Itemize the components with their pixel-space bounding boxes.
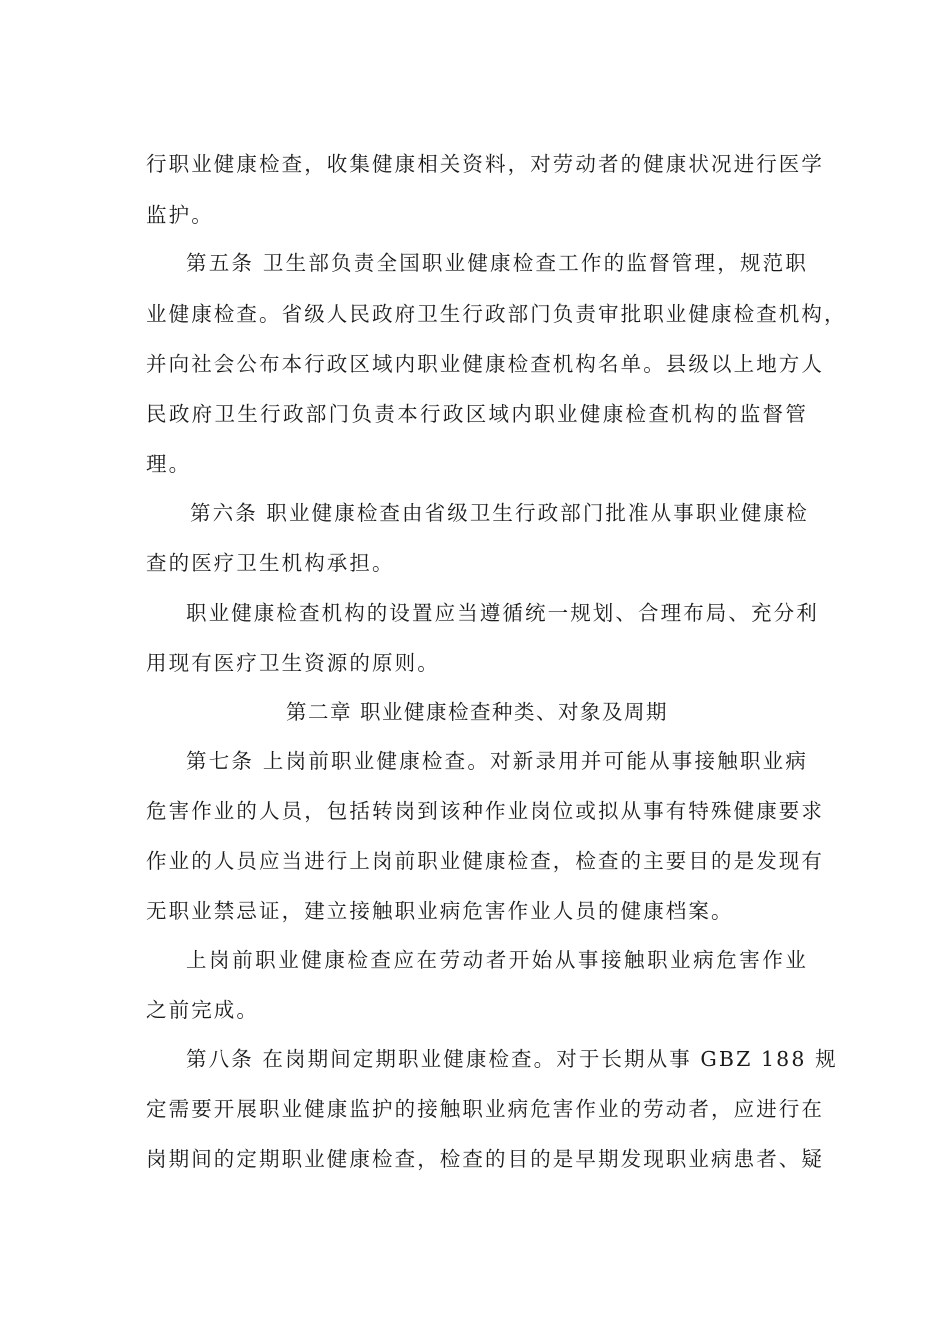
text-line: 监护。 [146, 203, 214, 227]
article-8-line: 第八条 在岗期间定期职业健康检查。对于长期从事 GBZ 188 规 [186, 1047, 838, 1071]
text-line: 行职业健康检查，收集健康相关资料，对劳动者的健康状况进行医学 [146, 152, 824, 176]
text-line: 查的医疗卫生机构承担。 [146, 551, 395, 575]
text-line: 岗期间的定期职业健康检查，检查的目的是早期发现职业病患者、疑 [146, 1147, 824, 1171]
chapter-heading: 第二章 职业健康检查种类、对象及周期 [285, 700, 668, 724]
text-line: 定需要开展职业健康监护的接触职业病危害作业的劳动者，应进行在 [146, 1097, 824, 1121]
text-line: 业健康检查。省级人民政府卫生行政部门负责审批职业健康检查机构， [146, 302, 847, 326]
text-line: 无职业禁忌证，建立接触职业病危害作业人员的健康档案。 [146, 899, 734, 923]
text-line: 理。 [146, 452, 192, 476]
text-line: 之前完成。 [146, 998, 259, 1022]
article-5-line: 第五条 卫生部负责全国职业健康检查工作的监督管理，规范职 [186, 251, 808, 275]
article-7-line: 第七条 上岗前职业健康检查。对新录用并可能从事接触职业病 [186, 749, 808, 773]
text-line: 民政府卫生行政部门负责本行政区域内职业健康检查机构的监督管 [146, 402, 808, 426]
text-line: 作业的人员应当进行上岗前职业健康检查，检查的主要目的是发现有 [146, 849, 824, 873]
text-line: 用现有医疗卫生资源的原则。 [146, 651, 440, 675]
article-6-line: 第六条 职业健康检查由省级卫生行政部门批准从事职业健康检 [190, 501, 809, 525]
text-line: 上岗前职业健康检查应在劳动者开始从事接触职业病危害作业 [186, 948, 808, 972]
text-line: 并向社会公布本行政区域内职业健康检查机构名单。县级以上地方人 [146, 352, 824, 376]
text-line: 危害作业的人员，包括转岗到该种作业岗位或拟从事有特殊健康要求 [146, 799, 824, 823]
text-line: 职业健康检查机构的设置应当遵循统一规划、合理布局、充分利 [186, 601, 819, 625]
